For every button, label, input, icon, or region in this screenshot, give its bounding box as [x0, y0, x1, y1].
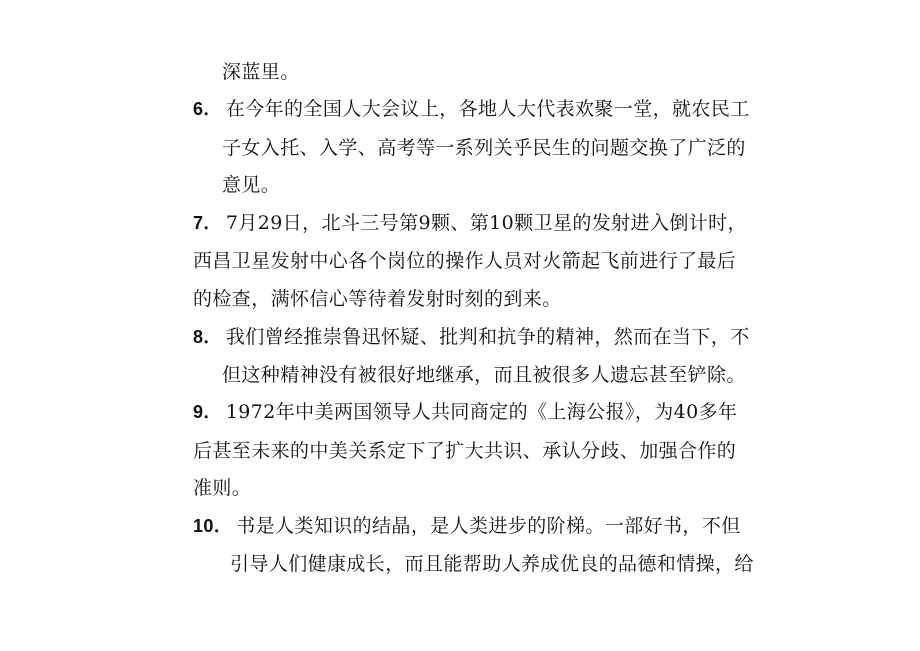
- paragraph-line: [222, 363, 746, 387]
- paragraph-line: [222, 173, 280, 197]
- line-text: 1972年中美两国领导人共同商定的《上海公报》，为40多年: [225, 401, 738, 423]
- item-number: 8．: [193, 327, 222, 347]
- item-number: 10．: [193, 516, 233, 536]
- paragraph-line: [222, 60, 300, 84]
- item-number: 9．: [193, 402, 222, 422]
- line-text: 准则。: [193, 477, 252, 499]
- item-number: 7．: [193, 213, 222, 233]
- paragraph-line: [193, 287, 562, 311]
- line-text: 7月29日，北斗三号第9颗、第10颗卫星的发射进入倒计时，: [225, 212, 747, 234]
- item-10: [193, 514, 741, 538]
- paragraph-line: [193, 439, 736, 463]
- line-text: 书是人类知识的结晶，是人类进步的阶梯。一部好书，不但: [236, 515, 741, 537]
- line-text: 的检查，满怀信心等待着发射时刻的到来。: [193, 288, 562, 310]
- item-number: 6．: [193, 99, 222, 119]
- line-text: 西昌卫星发射中心各个岗位的操作人员对火箭起飞前进行了最后: [193, 250, 737, 272]
- item-7: [193, 211, 747, 235]
- line-text: 我们曾经推崇鲁迅怀疑、批判和抗争的精神，然而在当下，不: [225, 326, 750, 348]
- line-text: 在今年的全国人大会议上，各地人大代表欢聚一堂，就农民工: [225, 98, 750, 120]
- paragraph-line: [193, 249, 736, 273]
- paragraph-line: [222, 136, 746, 160]
- line-text: 引导人们健康成长，而且能帮助人养成优良的品德和情操，给: [230, 553, 754, 575]
- line-text: 但这种精神没有被很好地继承，而且被很多人遗忘甚至铲除。: [222, 364, 746, 386]
- item-8: [193, 325, 750, 349]
- paragraph-line: [193, 476, 251, 500]
- line-text: 意见。: [222, 174, 281, 196]
- line-text: 深蓝里。: [222, 61, 300, 83]
- item-9: [193, 400, 737, 424]
- paragraph-line: [230, 552, 754, 576]
- item-6: [193, 97, 750, 121]
- line-text: 子女入托、入学、高考等一系列关乎民生的问题交换了广泛的: [222, 137, 746, 159]
- line-text: 后甚至未来的中美关系定下了扩大共识、承认分歧、加强合作的: [193, 440, 737, 462]
